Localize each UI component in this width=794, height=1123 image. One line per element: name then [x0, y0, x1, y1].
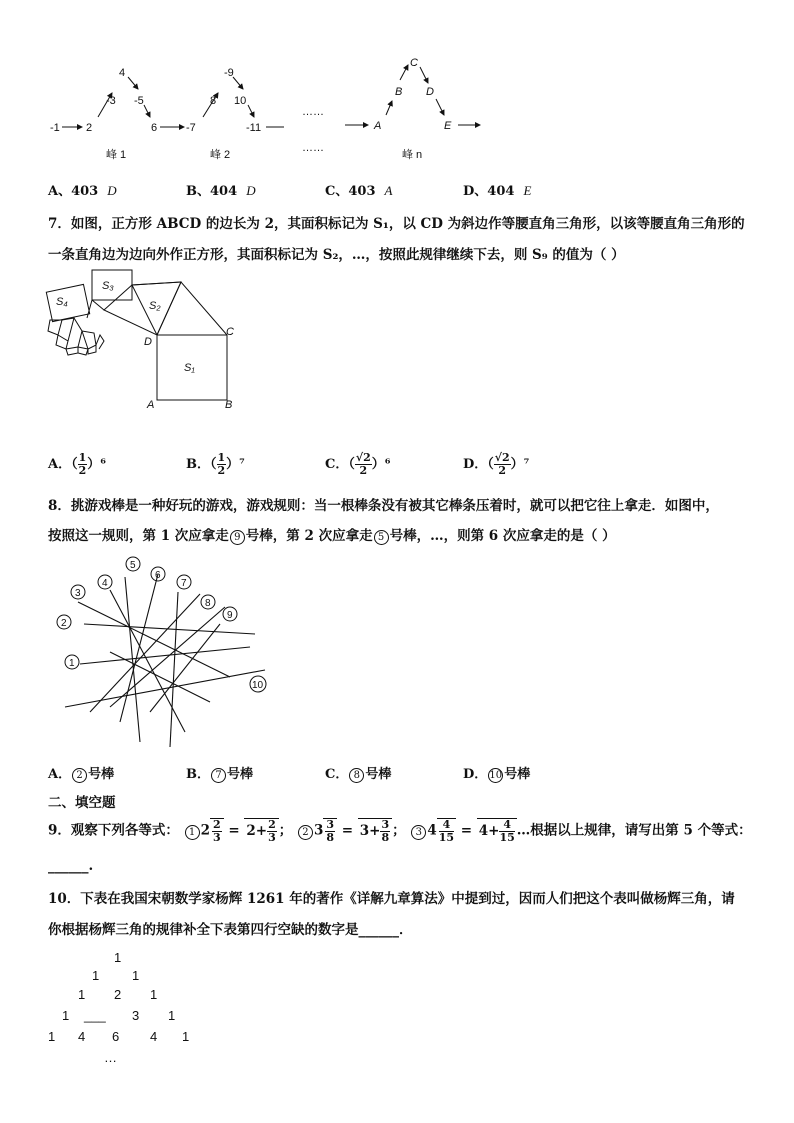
- q7-option-a: A．（ $\frac{1}{2}$ ）⁶: [48, 451, 106, 477]
- svg-text:7: 7: [181, 578, 187, 589]
- pascal-blank: ___: [84, 1008, 106, 1023]
- stick-label: [250, 676, 266, 692]
- pascal-cell: 1: [114, 950, 122, 965]
- peak-letter: C: [410, 57, 418, 69]
- svg-text:3: 3: [75, 588, 81, 599]
- q8-option-d: D． 10 号棒: [463, 767, 531, 782]
- q6-option-a: A、403 D: [48, 183, 117, 199]
- fig-label-s4: S₄: [56, 296, 68, 308]
- peaks-figure: [40, 55, 500, 165]
- peak-num: -5: [134, 95, 144, 107]
- svg-text:5: 5: [130, 560, 136, 571]
- q7-line2: 一条直角边为边向外作正方形，其面积标记为 S₂，…，按照此规律继续下去，则 S₉ 的值为（ ）: [48, 247, 625, 263]
- svg-text:4: 4: [102, 578, 108, 589]
- stick-label: [177, 575, 191, 589]
- pascal-triangle: [40, 945, 220, 1070]
- peak-num: -9: [224, 67, 234, 79]
- svg-text:8: 8: [205, 598, 211, 609]
- q9-blank: ______.: [48, 858, 94, 874]
- fig-label-b: B: [225, 399, 233, 411]
- q7-option-b: B．（ $\frac{1}{2}$ ）⁷: [186, 451, 245, 477]
- peak-num: 10: [234, 95, 247, 107]
- pascal-cell: 1: [62, 1008, 70, 1023]
- peak-letter: B: [395, 86, 403, 98]
- peak-label: 峰 n: [402, 149, 423, 161]
- q8-line2: 按照这一规则，第 1 次应拿走 9 号棒，第 2 次应拿走 5 号棒，…，则第 6 次应拿走的是（ ）: [48, 528, 616, 544]
- pascal-cell: 2: [114, 987, 122, 1002]
- pascal-cell: 1: [48, 1029, 56, 1044]
- pascal-cell: 1: [78, 987, 86, 1002]
- q7-option-d: D．（ $\frac{√2}{2}$ ）⁷: [463, 451, 530, 477]
- q7-option-c: C．（ $\frac{√2}{2}$ ）⁶: [325, 451, 391, 477]
- svg-text:9: 9: [227, 610, 233, 621]
- q7-line1: 7．如图，正方形 ABCD 的边长为 2，其面积标记为 S₁，以 CD 为斜边作等腰直角三角形，以该等腰直角三角形的: [48, 216, 745, 232]
- q6-option-c: C、403 A: [325, 183, 393, 199]
- fig-label-s1: S₁: [184, 362, 195, 374]
- q8-option-c: C． 8 号棒: [325, 767, 392, 782]
- q6-option-b: B、404 D: [186, 183, 256, 199]
- pascal-ellipsis: …: [104, 1050, 117, 1065]
- q8-line1: 8．挑游戏棒是一种好玩的游戏，游戏规则：当一根棒条没有被其它棒条压着时，就可以把它往上拿走．如图中，: [48, 498, 719, 514]
- fig-label-a: A: [147, 399, 155, 411]
- pascal-cell: 6: [112, 1029, 120, 1044]
- q10-line1: 10．下表在我国宋朝数学家杨辉 1261 年的著作《详解九章算法》中提到过，因而人们把这个表叫做杨辉三角，请: [48, 891, 735, 907]
- stick-label: [65, 655, 79, 669]
- stick-label: [126, 557, 140, 571]
- stick-label: [201, 595, 215, 609]
- peak-dots: ……: [302, 106, 324, 118]
- fig-label-s3: S₃: [102, 280, 114, 292]
- q8-option-a: A． 2 号棒: [48, 767, 115, 782]
- pascal-cell: 1: [182, 1029, 190, 1044]
- q6-option-d: D、404 E: [463, 183, 532, 199]
- svg-text:6: 6: [155, 570, 161, 581]
- peak-num: -11: [246, 122, 262, 134]
- peak-num: 2: [86, 122, 93, 134]
- stick-label: [223, 607, 237, 621]
- svg-text:10: 10: [252, 680, 264, 691]
- peak-letter: D: [426, 86, 434, 98]
- svg-text:1: 1: [69, 658, 75, 669]
- stick-label: [57, 615, 71, 629]
- q7-square-spiral-figure: [44, 265, 244, 415]
- q8-option-b: B． 7 号棒: [186, 767, 254, 782]
- pascal-cell: 1: [92, 968, 100, 983]
- pascal-cell: 1: [132, 968, 140, 983]
- stick-label: [71, 585, 85, 599]
- peak-label: 峰 2: [210, 149, 231, 161]
- peak-num: 4: [119, 67, 126, 79]
- pascal-cell: 3: [132, 1008, 140, 1023]
- peak-num: 6: [151, 122, 158, 134]
- peak-num: 8: [210, 95, 217, 107]
- pascal-cell: 1: [150, 987, 158, 1002]
- q8-sticks-figure: [50, 552, 280, 752]
- fig-label-d: D: [144, 336, 152, 348]
- section-title: 二、填空题: [48, 795, 116, 811]
- peak-dots: ……: [302, 142, 324, 154]
- peak-num: -1: [50, 122, 60, 134]
- q9-line: 9．观察下列各等式： 1 2 $\frac{2}{3}$ = 2+ $\frac{2}{3}$ ； 2 3 $\frac{3}{8}$ = 3+ $\frac{3}{8}$ ； 3 4 $\frac{4}{15}$ = 4+ $\frac{4}{15}$ …根据以上规律，请写出第 5 个等式：: [48, 818, 752, 844]
- fig-label-s2: S₂: [149, 300, 161, 312]
- pascal-cell: 1: [168, 1008, 176, 1023]
- stick-label: [98, 575, 112, 589]
- peak-label: 峰 1: [106, 149, 127, 161]
- svg-text:2: 2: [61, 618, 67, 629]
- pascal-cell: 4: [150, 1029, 158, 1044]
- peak-num: -3: [106, 95, 116, 107]
- stick-label: [151, 567, 165, 581]
- peak-num: -7: [186, 122, 196, 134]
- peak-letter: E: [444, 120, 452, 132]
- q10-line2: 你根据杨辉三角的规律补全下表第四行空缺的数字是______．: [48, 922, 413, 938]
- pascal-cell: 4: [78, 1029, 86, 1044]
- fig-label-c: C: [226, 326, 234, 338]
- peak-letter: A: [374, 120, 382, 132]
